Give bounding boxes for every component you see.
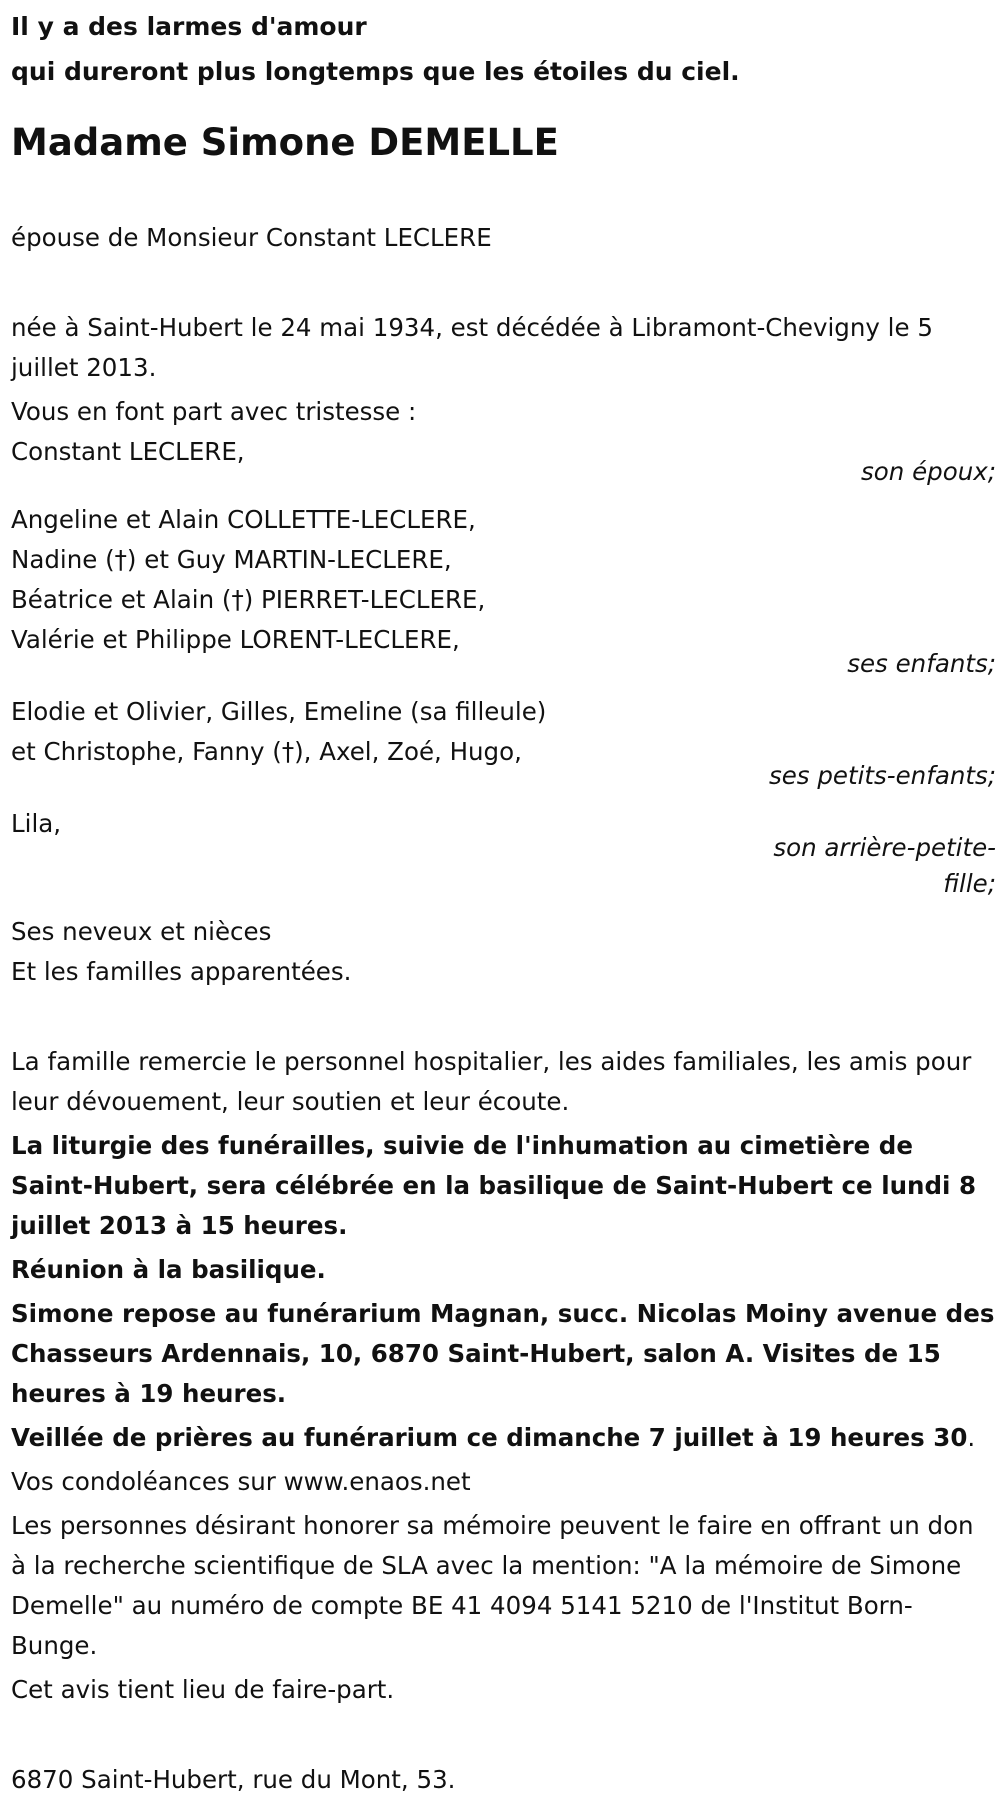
- family-role-great-grandchild-line-2: fille;: [943, 869, 996, 898]
- notice-line: Cet avis tient lieu de faire-part.: [11, 1675, 395, 1704]
- family-role-great-grandchild-line-1: son arrière-petite-: [773, 833, 996, 862]
- meeting-line: Réunion à la basilique.: [11, 1255, 326, 1284]
- family-name-line: Valérie et Philippe LORENT-LECLERE,: [11, 625, 460, 654]
- vigil-text: Veillée de prières au funérarium ce dimanche 7 juillet à 19 heures 30: [11, 1423, 968, 1452]
- quote-line-2: qui dureront plus longtemps que les étoiles du ciel.: [11, 57, 740, 86]
- family-role-children: ses enfants;: [847, 649, 996, 678]
- thanks-paragraph: La famille remercie le personnel hospitalier, les aides familiales, les amis pour leur dévouement, leur soutien et leur écoute.: [11, 1047, 972, 1116]
- family-name-line: Béatrice et Alain (†) PIERRET-LECLERE,: [11, 585, 486, 614]
- birth-death-line: née à Saint-Hubert le 24 mai 1934, est décédée à Libramont-Chevigny le 5 juillet 2013.: [11, 313, 933, 382]
- rest-paragraph: Simone repose au funérarium Magnan, succ. Nicolas Moiny avenue des Chasseurs Ardennais, 10, 6870 Saint-Hubert, salon A. Visites de 15 heures à 19 heures.: [11, 1299, 995, 1408]
- deceased-name-title: Madame Simone DEMELLE: [11, 121, 559, 164]
- family-great-grandchild-block: [11, 804, 996, 902]
- family-name-line: Angeline et Alain COLLETTE-LECLERE,: [11, 505, 476, 534]
- family-other-line: Et les familles apparentées.: [11, 957, 352, 986]
- family-name-line: et Christophe, Fanny (†), Axel, Zoé, Hugo,: [11, 737, 522, 766]
- condolences-line: Vos condoléances sur www.enaos.net: [11, 1467, 471, 1496]
- announcement-line: Vous en font part avec tristesse :: [11, 397, 417, 426]
- family-spouse-block: [11, 432, 996, 490]
- quote-line-1: Il y a des larmes d'amour: [11, 12, 367, 41]
- family-name-line: Elodie et Olivier, Gilles, Emeline (sa filleule): [11, 697, 547, 726]
- family-grandchildren-block: [11, 692, 996, 794]
- family-name-line: Constant LECLERE,: [11, 437, 245, 466]
- family-other-line: Ses neveux et nièces: [11, 917, 272, 946]
- vigil-paragraph: [11, 1418, 996, 1458]
- family-role-grandchildren: ses petits-enfants;: [768, 761, 996, 790]
- vigil-period: .: [967, 1423, 976, 1452]
- donation-paragraph: Les personnes désirant honorer sa mémoire peuvent le faire en offrant un don à la recherche scientifique de SLA avec la mention: "A la mémoire de Simone Demelle" au numéro de compte BE 41 4094 5141 5210 de l'Institut Born-Bunge.: [11, 1511, 974, 1660]
- spouse-line: épouse de Monsieur Constant LECLERE: [11, 223, 492, 252]
- obituary-page: [11, 0, 996, 1800]
- address-line: 6870 Saint-Hubert, rue du Mont, 53.: [11, 1765, 456, 1794]
- family-role-spouse: son époux;: [861, 457, 996, 486]
- family-children-block: [11, 500, 996, 682]
- family-name-line: Lila,: [11, 809, 62, 838]
- liturgy-paragraph: La liturgie des funérailles, suivie de l'inhumation au cimetière de Saint-Hubert, sera célébrée en la basilique de Saint-Hubert ce lundi 8 juillet 2013 à 15 heures.: [11, 1131, 976, 1240]
- family-others-block: [11, 912, 996, 992]
- family-name-line: Nadine (†) et Guy MARTIN-LECLERE,: [11, 545, 452, 574]
